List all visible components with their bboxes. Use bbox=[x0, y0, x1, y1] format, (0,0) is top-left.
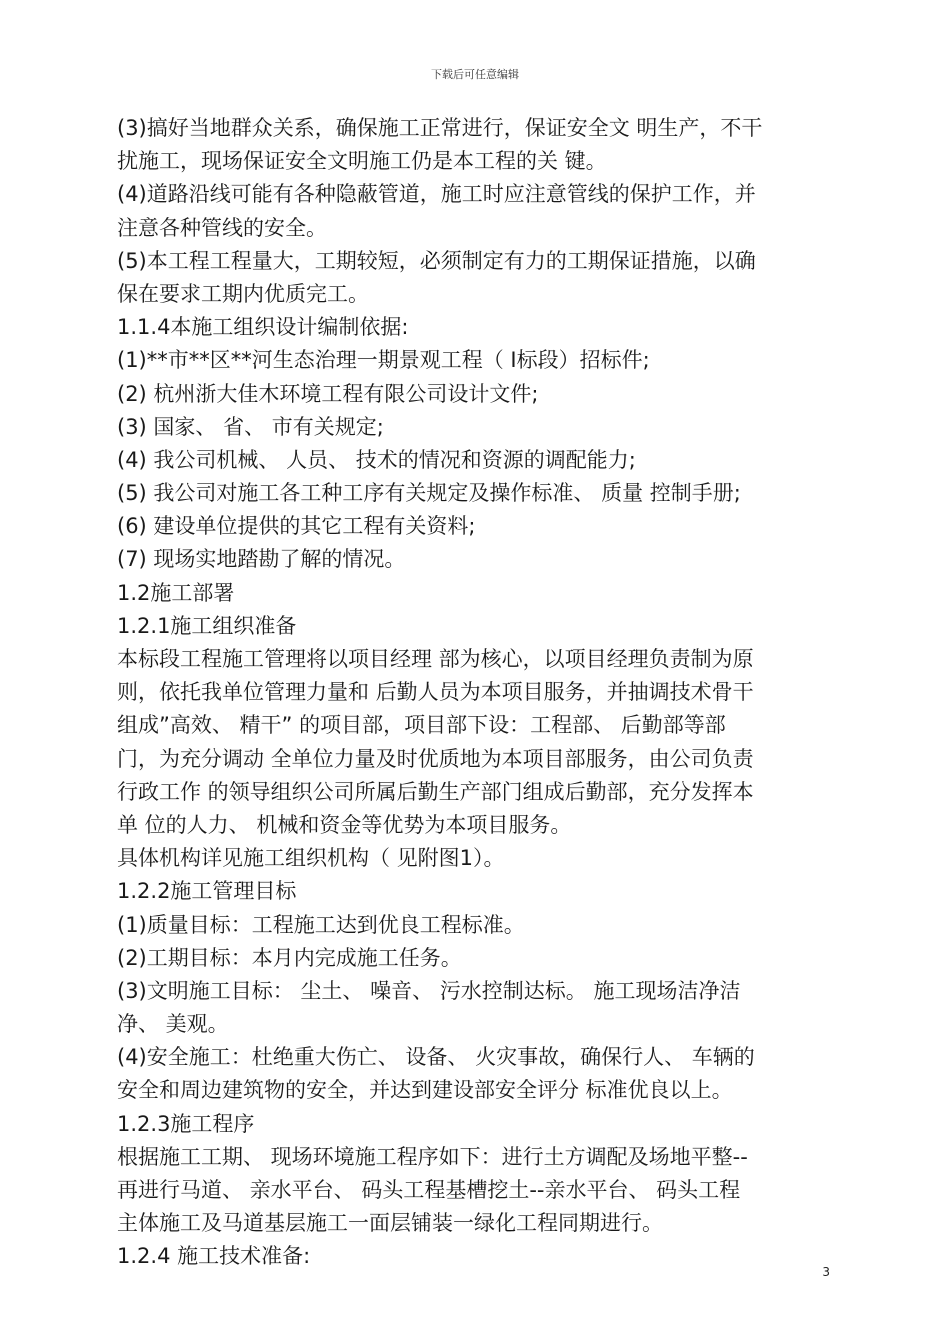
text-line: 具体机构详见施工组织机构（ 见附图1）。 bbox=[117, 846, 505, 871]
text-line: 1.2.1施工组织准备 bbox=[117, 613, 297, 638]
text-line: (3)搞好当地群众关系，确保施工正常进行，保证安全文 明生产，不干 bbox=[117, 116, 763, 140]
text-line: 主体施工及马道基层施工一面层铺装一绿化工程同期进行。 bbox=[117, 1211, 663, 1236]
text-line: 1.2施工部署 bbox=[117, 580, 235, 605]
text-line: (4)道路沿线可能有各种隐蔽管道，施工时应注意管线的保护工作，并 bbox=[117, 182, 756, 207]
text-line: 本标段工程施工管理将以项目经理 部为核心，以项目经理负责制为原 bbox=[117, 647, 754, 671]
text-line: 单 位的人力、 机械和资金等优势为本项目服务。 bbox=[117, 812, 572, 837]
text-line: 根据施工工期、 现场环境施工程序如下：进行土方调配及场地平整-- bbox=[117, 1144, 748, 1169]
text-line: 组成”高效、 精干” 的项目部，项目部下设：工程部、 后勤部等部 bbox=[117, 713, 726, 738]
text-line: (6) 建设单位提供的其它工程有关资料; bbox=[117, 514, 476, 539]
text-line: (2) 杭州浙大佳木环境工程有限公司设计文件; bbox=[117, 381, 539, 406]
text-line: 安全和周边建筑物的安全，并达到建设部安全评分 标准优良以上。 bbox=[117, 1078, 733, 1103]
text-line: 保在要求工期内优质完工。 bbox=[117, 281, 369, 306]
text-line: 再进行马道、 亲水平台、 码头工程基槽挖土--亲水平台、 码头工程 bbox=[117, 1178, 741, 1202]
page-number: 3 bbox=[822, 1265, 830, 1279]
text-line: 则，依托我单位管理力量和 后勤人员为本项目服务，并抽调技术骨干 bbox=[117, 680, 754, 705]
text-line: 1.2.2施工管理目标 bbox=[117, 879, 297, 904]
text-line: 净、 美观。 bbox=[117, 1012, 229, 1037]
text-line: (1)**市**区**河生态治理一期景观工程（ I标段）招标件; bbox=[117, 348, 650, 373]
text-line: (5) 我公司对施工各工种工序有关规定及操作标准、 质量 控制手册; bbox=[117, 481, 741, 506]
text-line: (3)文明施工目标： 尘土、 噪音、 污水控制达标。 施工现场洁净洁 bbox=[117, 978, 741, 1003]
text-line: (2)工期目标：本月内完成施工任务。 bbox=[117, 945, 462, 970]
text-line: 1.2.3施工程序 bbox=[117, 1111, 255, 1136]
text-line: (5)本工程工程量大，工期较短，必须制定有力的工期保证措施，以确 bbox=[117, 248, 756, 273]
text-line: 1.1.4本施工组织设计编制依据: bbox=[117, 315, 409, 340]
text-line: 行政工作 的领导组织公司所属后勤生产部门组成后勤部，充分发挥本 bbox=[117, 779, 754, 804]
text-line: (4)安全施工：杜绝重大伤亡、 设备、 火灾事故，确保行人、 车辆的 bbox=[117, 1045, 755, 1070]
text-line: (7) 现场实地踏勘了解的情况。 bbox=[117, 547, 406, 572]
text-line: (1)质量目标：工程施工达到优良工程标准。 bbox=[117, 912, 525, 937]
document-body bbox=[117, 112, 839, 1274]
text-line: 扰施工，现场保证安全文明施工仍是本工程的关 键。 bbox=[117, 149, 607, 174]
text-line: (4) 我公司机械、 人员、 技术的情况和资源的调配能力; bbox=[117, 447, 636, 472]
page-header-note: 下载后可任意编辑 bbox=[431, 68, 519, 81]
text-line: 门，为充分调动 全单位力量及时优质地为本项目部服务，由公司负责 bbox=[117, 746, 754, 771]
text-line: (3) 国家、 省、 市有关规定; bbox=[117, 414, 384, 439]
text-line: 1.2.4 施工技术准备: bbox=[117, 1244, 311, 1269]
text-line: 注意各种管线的安全。 bbox=[117, 215, 327, 240]
